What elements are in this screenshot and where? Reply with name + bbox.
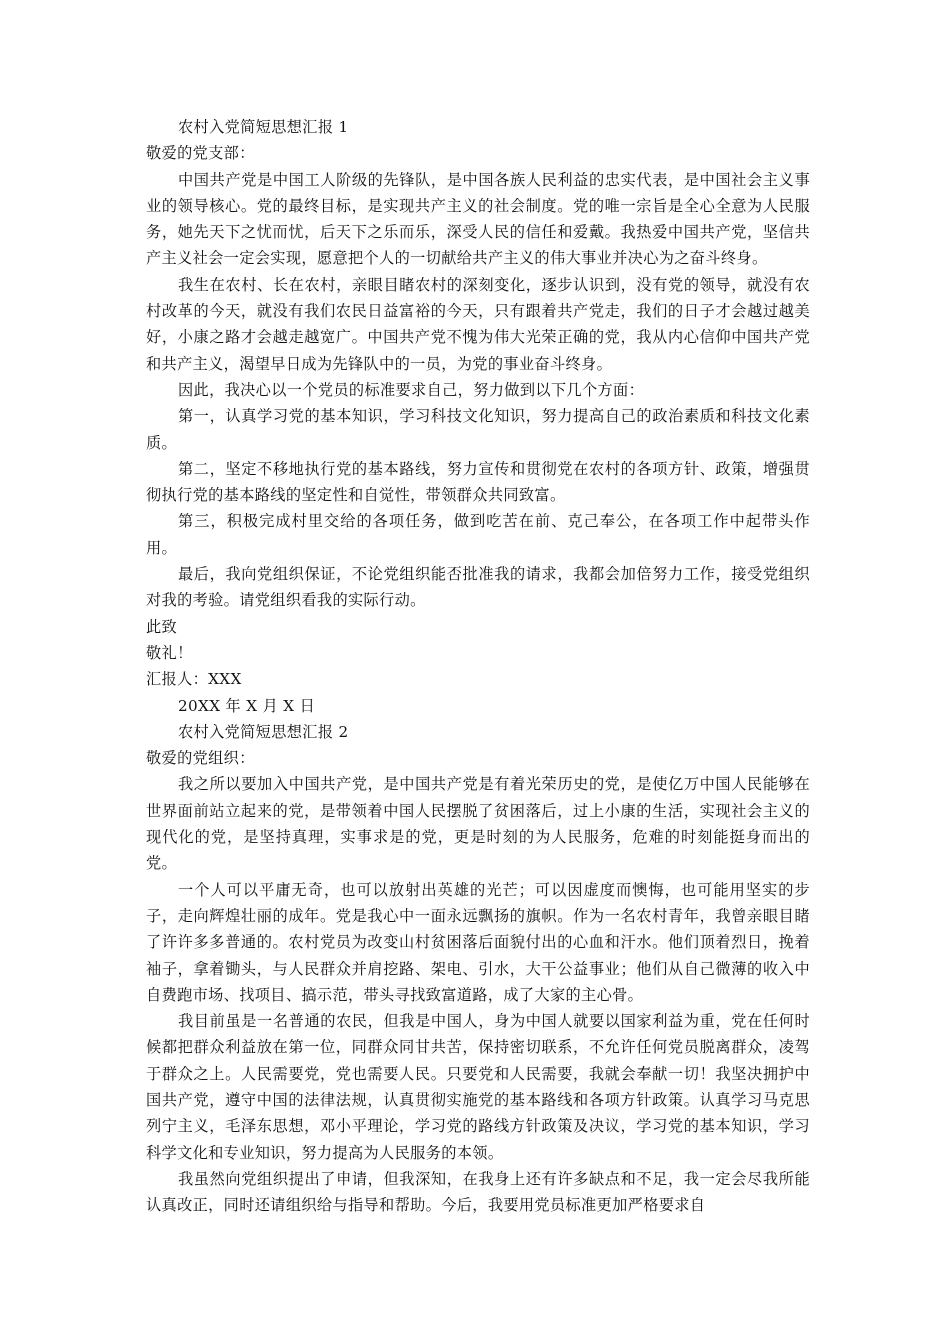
- report-1-date: 20XX 年 X 月 X 日: [178, 696, 316, 715]
- report-2-paragraph-4: 我虽然向党组织提出了申请，但我深知，在我身上还有许多缺点和不足，我一定会尽我所能认真改正，同时还请组织给与指导和帮助。今后，我要用党员标准更加严格要求自: [146, 1169, 810, 1215]
- report-1-paragraph-4: 第一，认真学习党的基本知识，学习科技文化知识，努力提高自己的政治素质和科技文化素质。: [146, 407, 810, 452]
- document-page: [146, 114, 810, 1218]
- report-2-title: 农村入党简短思想汇报 2: [178, 722, 349, 741]
- report-2-salutation: 敬爱的党组织：: [146, 749, 255, 768]
- report-1-paragraph-3: 因此，我决心以一个党员的标准要求自己，努力做到以下几个方面：: [178, 380, 645, 399]
- report-1-closing-2: 敬礼！: [146, 643, 193, 662]
- report-1-paragraph-7: 最后，我向党组织保证，不论党组织能否批准我的请求，我都会加倍努力工作，接受党组织对我的考验。请党组织看我的实际行动。: [146, 565, 810, 610]
- report-1-closing-1: 此致: [146, 617, 178, 636]
- report-1-title: 农村入党简短思想汇报 1: [178, 118, 349, 136]
- report-1-salutation: 敬爱的党支部：: [146, 144, 255, 163]
- report-2-paragraph-2: 一个人可以平庸无奇，也可以放射出英雄的光芒；可以因虚度而懊悔，也可能用坚实的步子，走向辉煌壮丽的成年。党是我心中一面永远飘扬的旗帜。作为一名农村青年，我曾亲眼目睹了许许多多普通的。农村党员为改变山村贫困落后面貌付出的心血和汗水。他们顶着烈日，挽着袖子，拿着锄头，与人民群众并肩挖路、架电、引水，大干公益事业；他们从自己微薄的收入中自费跑市场、找项目、搞示范，带头寻找致富道路，成了大家的主心骨。: [146, 880, 810, 1004]
- report-1-paragraph-2: 我生在农村、长在农村，亲眼目睹农村的深刻变化，逐步认识到，没有党的领导，就没有农村改革的今天，就没有我们农民日益富裕的今天，只有跟着共产党走，我们的日子才会越过越美好，小康之路才会越走越宽广。中国共产党不愧为伟大光荣正确的党，我从内心信仰中国共产党和共产主义，渴望早日成为先锋队中的一员，为党的事业奋斗终身。: [146, 275, 810, 373]
- report-2-paragraph-3: 我目前虽是一名普通的农民，但我是中国人，身为中国人就要以国家利益为重，党在任何时候都把群众利益放在第一位，同群众同甘共苦，保持密切联系，不允许任何党员脱离群众，凌驾于群众之上。人民需要党，党也需要人民。只要党和人民需要，我就会奉献一切！我坚决拥护中国共产党，遵守中国的法律法规，认真贯彻实施党的基本路线和各项方针政策。认真学习马克思列宁主义，毛泽东思想，邓小平理论，学习党的路线方针政策及决议，学习党的基本知识，学习科学文化和专业知识，努力提高为人民服务的本领。: [146, 1012, 810, 1162]
- report-2-paragraph-1: 我之所以要加入中国共产党，是中国共产党是有着光荣历史的党，是使亿万中国人民能够在世界面前站立起来的党，是带领着中国人民摆脱了贫困落后，过上小康的生活，实现社会主义的现代化的党，是坚持真理，实事求是的党，更是时刻的为人民服务，危难的时刻能挺身而出的党。: [146, 775, 810, 873]
- report-1-paragraph-6: 第三，积极完成村里交给的各项任务，做到吃苦在前、克己奉公，在各项工作中起带头作用。: [146, 512, 810, 557]
- report-1-paragraph-1: 中国共产党是中国工人阶级的先锋队，是中国各族人民利益的忠实代表，是中国社会主义事业的领导核心。党的最终目标，是实现共产主义的社会制度。党的唯一宗旨是全心全意为人民服务，她先天下之忧而忧，后天下之乐而乐，深受人民的信任和爱戴。我热爱中国共产党，坚信共产主义社会一定会实现，愿意把个人的一切献给共产主义的伟大事业并决心为之奋斗终身。: [146, 170, 810, 268]
- report-1-reporter: 汇报人：XXX: [146, 670, 242, 689]
- report-1-paragraph-5: 第二，坚定不移地执行党的基本路线，努力宣传和贯彻党在农村的各项方针、政策，增强贯彻执行党的基本路线的坚定性和自觉性，带领群众共同致富。: [146, 459, 810, 505]
